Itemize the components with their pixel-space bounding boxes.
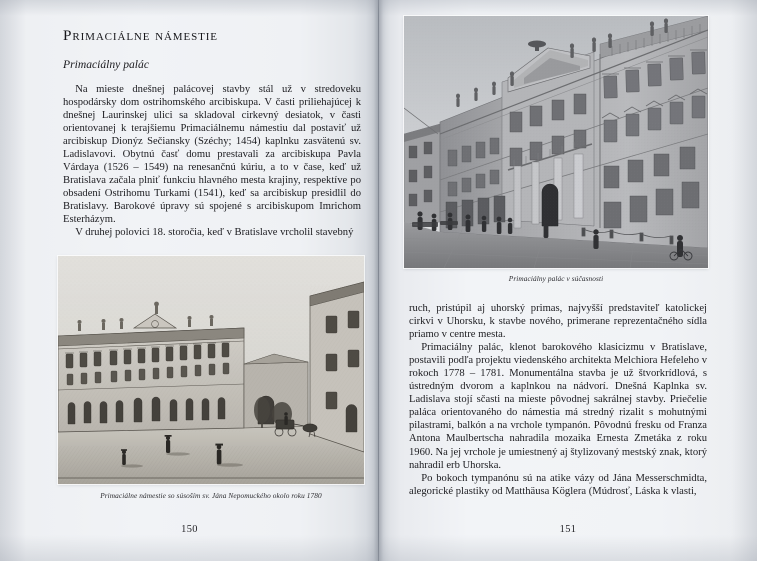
engraving-artwork [58,256,364,484]
paragraph: V druhej polovici 18. storočia, keď v Bratislave vrcholil stavebný [75,227,354,239]
paragraph: Na mieste dnešnej palácovej stavby stál už v stredoveku hospodársky dom ostrihomského arcibiskupa. V časti priliehajúcej k dnešnej Laurinskej ulici sa skladoval cirkevný desiatok, v časti orientovanej k terajšiemu Primaciálnemu námestiu dal postaviť už arcibiskup Dionýz Sečiansky (Széchy; 1454) kaplnku zasvätenú sv. Ladislavovi. Obytnú časť domu prestavali za arcibiskupa Pavla Várdaya (1526 – 1549) na renesančnú kúriu, a to v čase, keď už Bratislava začala plniť funkciu hlavného mesta krajiny, respektíve po obsadení Ostrihomu Turkami (1541), keď sa arcibiskup presidlil do Bratislavy. Barokové úpravy sú spojené s arcibiskupom Imrichom Esterházym. [63,83,361,226]
paragraph: Po bokoch tympanónu sú na atike vázy od Jána Messerschmidta, alegorické plastiky od Matthäusa Köglera (Múdrosť, Láska k vlasti, [409,472,707,497]
page-number-left: 150 [181,524,198,535]
paragraph: Primaciálny palác, klenot barokového klasicizmu v Bratislave, postavili podľa projektu viedenského architekta Melchiora Hefeleho v rokoch 1778 – 1781. Monumentálna stavba je už štvorkrídlová, s ústredným dvorom a kaplnkou na nádvorí. Dnešná Kaplnka sv. Ladislava stojí sčasti na mieste pôvodnej sakrálnej stavby. Priečelie paláca orientovaného do námestia má stredný rizalit s mohutnými pilastrami, balkón a na vrchole tympanón. Pôvodnú fresku od Franza Antona Maulbertscha nahradila mozaika Ernesta Zmetáka z roku 1960. Na jej vrchole je umiestnený aj štylizovaný mestský znak, ktorý nahradil erb Uhorska. [409,342,707,471]
paragraph: ruch, pristúpil aj uhorský primas, najvyšší predstaviteľ katolickej cirkvi v Uhorsku, k stavbe nového, primerane reprezentačného sídla priamo v centre mesta. [409,303,707,341]
figure-historical-engraving [58,256,364,500]
page-number-right: 151 [559,524,577,535]
section-subtitle: Primaciálny palác [63,57,149,71]
photograph-artwork [404,16,708,268]
right-page-text-column [409,302,707,498]
page-title: Primaciálne námestie [63,27,218,44]
left-page-text-column [63,28,361,239]
photograph-image [404,16,708,268]
engraving-image [58,256,364,484]
figure-caption: Primaciálne námestie so súsoším sv. Jána Nepomuckého okolo roku 1780 [100,491,322,500]
figure-caption: Primaciálny palác v súčasnosti [508,274,604,283]
figure-palace-photograph [404,16,708,283]
